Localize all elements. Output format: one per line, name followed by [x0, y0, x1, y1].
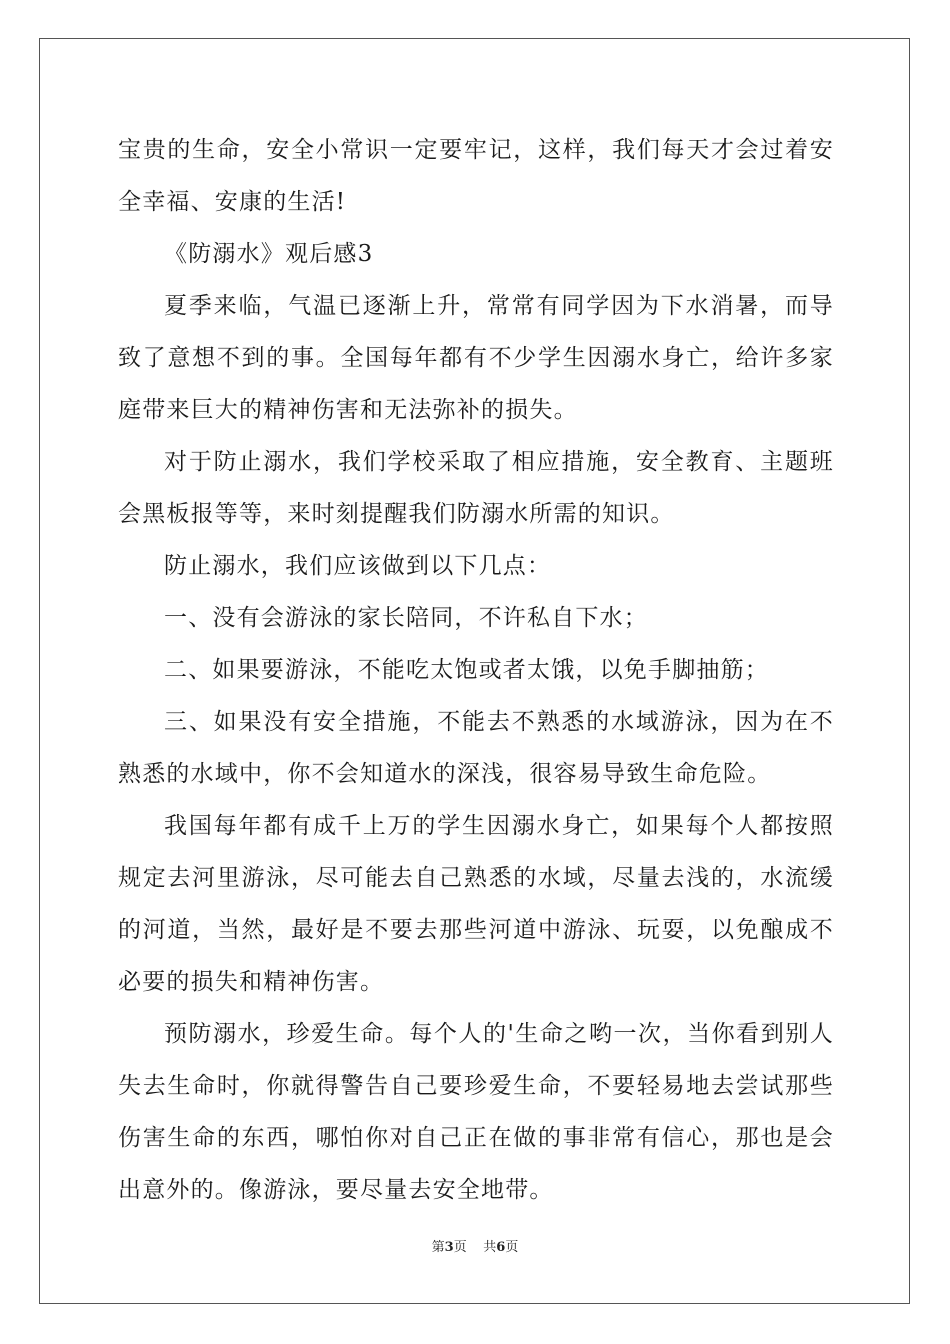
document-body	[118, 124, 834, 1216]
paragraph: 预防溺水，珍爱生命。每个人的'生命之哟一次，当你看到别人失去生命时，你就得警告自己要珍爱生命，不要轻易地去尝试那些伤害生命的东西，哪怕你对自己正在做的事非常有信心，那也是会出意外的。像游泳，要尽量去安全地带。	[118, 1021, 834, 1203]
page-prefix: 第	[431, 1240, 445, 1255]
list-item: 二、如果要游泳，不能吃太饱或者太饿，以免手脚抽筋；	[164, 657, 769, 683]
section-title: 《防溺水》观后感3	[164, 241, 374, 267]
total-suffix: 页	[505, 1240, 519, 1255]
paragraph: 夏季来临，气温已逐渐上升，常常有同学因为下水消暑，而导致了意想不到的事。全国每年都有不少学生因溺水身亡，给许多家庭带来巨大的精神伤害和无法弥补的损失。	[118, 293, 834, 423]
list-item: 一、没有会游泳的家长陪同，不许私自下水；	[164, 605, 648, 631]
paragraph: 对于防止溺水，我们学校采取了相应措施，安全教育、主题班会黑板报等等，来时刻提醒我们防溺水所需的知识。	[118, 449, 834, 527]
list-item: 三、如果没有安全措施，不能去不熟悉的水域游泳，因为在不熟悉的水域中，你不会知道水的深浅，很容易导致生命危险。	[118, 709, 834, 787]
paragraph: 防止溺水，我们应该做到以下几点：	[164, 553, 552, 579]
paragraph: 我国每年都有成千上万的学生因溺水身亡，如果每个人都按照规定去河里游泳，尽可能去自己熟悉的水域，尽量去浅的，水流缓的河道，当然，最好是不要去那些河道中游泳、玩耍，以免酿成不必要的损失和精神伤害。	[118, 813, 834, 995]
current-page-number: 3	[444, 1240, 454, 1255]
total-pages: 6	[496, 1240, 506, 1255]
page-footer	[0, 1240, 950, 1256]
total-prefix: 共	[483, 1240, 497, 1255]
paragraph: 宝贵的生命，安全小常识一定要牢记，这样，我们每天才会过着安全幸福、安康的生活!	[118, 137, 834, 215]
page-suffix: 页	[453, 1240, 467, 1255]
